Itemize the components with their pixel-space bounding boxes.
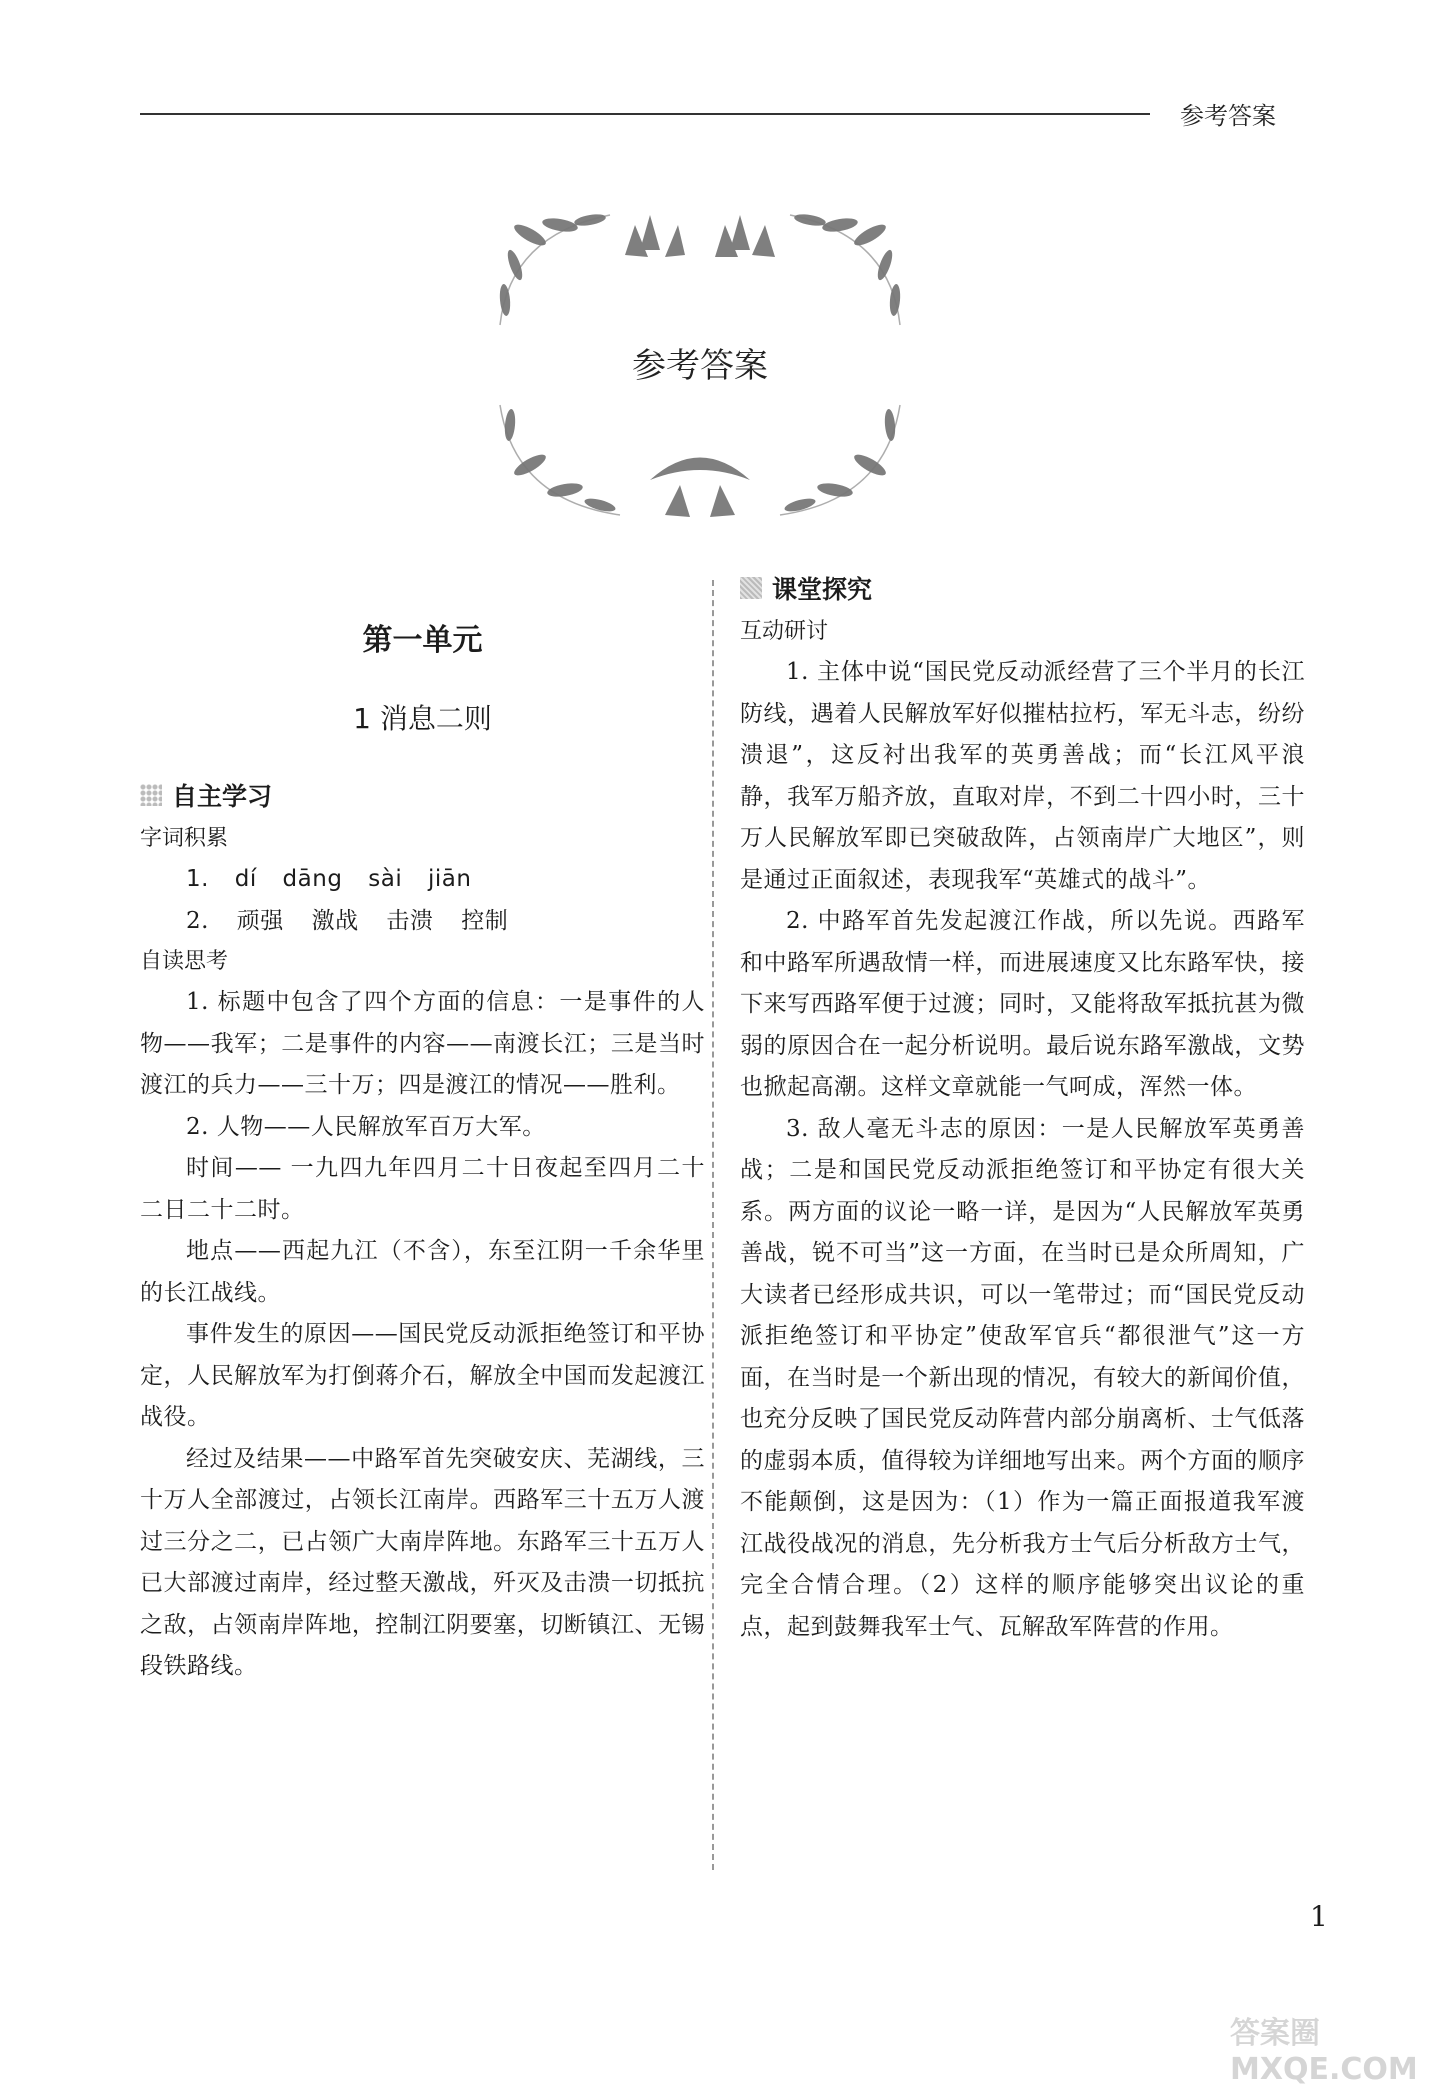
page-number: 1	[1310, 1900, 1328, 1933]
answer-paragraph: 经过及结果——中路军首先突破安庆、芜湖线，三十万人全部渡过，占领长江南岸。西路军三十五万人渡过三分之二，已占领广大南岸阵地。东路军三十五万人已大部渡过南岸，经过整天激战，歼灭及击溃一切抵抗之敌，占领南岸阵地，控制江阴要塞，切断镇江、无锡段铁路线。	[140, 1445, 705, 1679]
ornament-title-box	[490, 338, 910, 387]
section-title: 课堂探究	[772, 575, 873, 604]
section-heading-classroom-inquiry	[740, 570, 1305, 606]
left-column	[140, 570, 705, 1688]
answer-paragraph: 2. 人物——人民解放军百万大军。	[186, 1113, 546, 1140]
answer-paragraph: 事件发生的原因——国民党反动派拒绝签订和平协定，人民解放军为打倒蒋介石，解放全中国而发起渡江战役。	[140, 1321, 705, 1430]
answer-paragraph: 时间—— 一九四九年四月二十日夜起至四月二十二日二十二时。	[140, 1155, 705, 1223]
answer-paragraph: 1. 标题中包含了四个方面的信息：一是事件的人物——我军；二是事件的内容——南渡长江；三是当时渡江的兵力——三十万；四是渡江的情况——胜利。	[140, 989, 705, 1098]
subheading-reading-reflection: 自读思考	[140, 949, 229, 974]
section-marker-icon	[740, 577, 762, 599]
pinyin-answer: 1. dí dāng sài jiān	[186, 866, 472, 892]
running-header: 参考答案	[1180, 102, 1276, 130]
watermark-logo: 答案圈 MXQE.COM	[1230, 2016, 1418, 2087]
subheading-vocabulary: 字词积累	[140, 826, 229, 851]
answer-paragraph: 3. 敌人毫无斗志的原因：一是人民解放军英勇善战；二是和国民党反动派拒绝签订和平协定有很大关系。两方面的议论一略一详，是因为“人民解放军英勇善战，锐不可当”这一方面，在当时已是众所周知，广大读者已经形成共识，可以一笔带过；而“国民党反动派拒绝签订和平协定”使敌军官兵“都很泄气”这一方面，在当时是一个新出现的情况，有较大的新闻价值，也充分反映了国民党反动阵营内部分崩离析、士气低落的虚弱本质，值得较为详细地写出来。两个方面的顺序不能颠倒，这是因为：（1）作为一篇正面报道我军渡江战役战况的消息，先分析我方士气后分析敌方士气，完全合情合理。（2）这样的顺序能够突出议论的重点，起到鼓舞我军士气、瓦解敌军阵营的作用。	[740, 1115, 1305, 1640]
header-rule	[140, 113, 1150, 115]
answer-key-title: 参考答案	[632, 346, 768, 386]
section-marker-icon	[140, 784, 162, 806]
unit-title: 第一单元	[362, 623, 483, 658]
section-heading-self-study	[140, 777, 705, 813]
section-title: 自主学习	[172, 782, 273, 811]
word-answer: 2. 顽强 激战 击溃 控制	[186, 907, 509, 934]
right-column	[740, 570, 1305, 1648]
column-divider	[712, 580, 714, 1870]
lesson-title: 1 消息二则	[353, 702, 492, 735]
answer-paragraph: 1. 主体中说“国民党反动派经营了三个半月的长江防线，遇着人民解放军好似摧枯拉朽，军无斗志，纷纷溃退”，这反衬出我军的英勇善战；而“长江风平浪静，我军万船齐放，直取对岸，不到二十四小时，三十万人民解放军即已突破敌阵，占领南岸广大地区”，则是通过正面叙述，表现我军“英雄式的战斗”。	[740, 659, 1305, 893]
answer-paragraph: 地点——西起九江（不含），东至江阴一千余华里的长江战线。	[140, 1238, 705, 1306]
subheading-interactive-discussion: 互动研讨	[740, 619, 829, 644]
answer-paragraph: 2. 中路军首先发起渡江作战，所以先说。西路军和中路军所遇敌情一样，而进展速度又比东路军快，接下来写西路军便于过渡；同时，又能将敌军抵抗甚为微弱的原因合在一起分析说明。最后说东路军激战，文势也掀起高潮。这样文章就能一气呵成，浑然一体。	[740, 908, 1305, 1100]
